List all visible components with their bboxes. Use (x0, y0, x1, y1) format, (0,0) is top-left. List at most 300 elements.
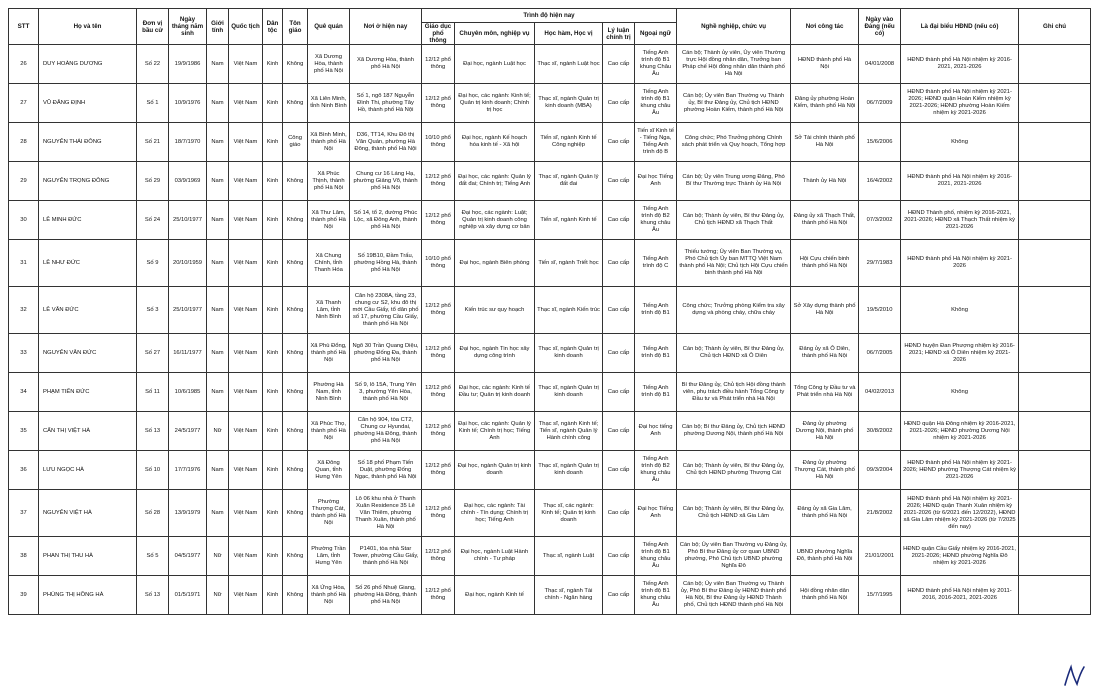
workplace-cell: Đảng ủy xã Thạch Thất, thành phố Hà Nội (791, 201, 859, 240)
specialty-cell: Đại học, ngành Luật Hành chính - Tư pháp (455, 537, 535, 576)
foreign-language-cell: Tiếng Anh trình độ B1 (635, 373, 677, 412)
hometown-cell: Xã Đông Quan, tỉnh Hưng Yên (308, 451, 350, 490)
ethnicity-cell: Kinh (263, 84, 283, 123)
workplace-cell: Đảng ủy xã Gia Lâm, thành phố Hà Nội (791, 490, 859, 537)
note-cell (1019, 287, 1091, 334)
nationality-cell: Việt Nam (229, 162, 263, 201)
general-education-cell: 12/12 phổ thông (422, 537, 455, 576)
dob-cell: 18/7/1970 (169, 123, 207, 162)
sex-cell: Nam (207, 490, 229, 537)
political-theory-cell: Cao cấp (603, 490, 635, 537)
unit-cell: Số 11 (137, 373, 169, 412)
delegate-cell: HĐND thành phố Hà Nội nhiệm kỳ 2021-2026; HĐND quận Thanh Xuân nhiệm kỳ 2021-2026 (từ 6/2021 đến 12/2022), HĐND xã Gia Lâm nhiệm kỳ 2021-2026 (từ 7/2025 đến nay) (901, 490, 1019, 537)
occupation-cell: Cán bộ; Ủy viên Ban Thường vụ Thành ủy, Phó Bí thư Đảng ủy HĐND thành phố Hà Nội, Bí thư Đảng ủy HĐND Thành phố, Chủ tịch HĐND thành phố Hà Nội (677, 576, 791, 615)
party-date-cell: 06/7/2009 (859, 84, 901, 123)
header-party-date: Ngày vào Đảng (nếu có) (859, 9, 901, 45)
degree-cell: Thạc sĩ, ngành Tài chính - Ngân hàng (535, 576, 603, 615)
ethnicity-cell: Kinh (263, 373, 283, 412)
specialty-cell: Đại học, ngành Tin học xây dựng công trình (455, 334, 535, 373)
party-date-cell: 09/3/2004 (859, 451, 901, 490)
party-date-cell: 16/4/2002 (859, 162, 901, 201)
name-cell: NGUYỄN TRỌNG ĐÔNG (39, 162, 137, 201)
residence-cell: Số 9, lô 15A, Trung Yên 3, phường Yên Hòa, thành phố Hà Nội (350, 373, 422, 412)
header-hometown: Quê quán (308, 9, 350, 45)
hometown-cell: Xã Bình Minh, thành phố Hà Nội (308, 123, 350, 162)
general-education-cell: 12/12 phổ thông (422, 201, 455, 240)
nationality-cell: Việt Nam (229, 240, 263, 287)
degree-cell: Thạc sĩ, các ngành: Kinh tế; Quản trị kinh doanh (535, 490, 603, 537)
general-education-cell: 12/12 phổ thông (422, 412, 455, 451)
sex-cell: Nam (207, 240, 229, 287)
general-education-cell: 12/12 phổ thông (422, 84, 455, 123)
residence-cell: Xã Dương Hòa, thành phố Hà Nội (350, 45, 422, 84)
nationality-cell: Việt Nam (229, 123, 263, 162)
note-cell (1019, 123, 1091, 162)
foreign-language-cell: Tiến sĩ Kinh tế - Tiếng Nga, Tiếng Anh trình độ B (635, 123, 677, 162)
degree-cell: Thạc sĩ, ngành Quản trị kinh doanh (535, 451, 603, 490)
ethnicity-cell: Kinh (263, 576, 283, 615)
workplace-cell: Hội Cựu chiến binh thành phố Hà Nội (791, 240, 859, 287)
degree-cell: Thạc sĩ, ngành Kinh tế; Tiến sĩ, ngành Quản lý Hành chính công (535, 412, 603, 451)
political-theory-cell: Cao cấp (603, 240, 635, 287)
religion-cell: Không (283, 412, 308, 451)
religion-cell: Không (283, 84, 308, 123)
table-row (9, 412, 1091, 451)
stt-cell: 30 (9, 201, 39, 240)
party-date-cell: 15/7/1995 (859, 576, 901, 615)
hometown-cell: Xã Phù Đổng, thành phố Hà Nội (308, 334, 350, 373)
unit-cell: Số 27 (137, 334, 169, 373)
header-name: Họ và tên (39, 9, 137, 45)
party-date-cell: 21/8/2002 (859, 490, 901, 537)
dob-cell: 24/5/1977 (169, 412, 207, 451)
name-cell: LÊ MINH ĐỨC (39, 201, 137, 240)
general-education-cell: 12/12 phổ thông (422, 576, 455, 615)
degree-cell: Thạc sĩ, ngành Quản trị kinh doanh (MBA) (535, 84, 603, 123)
ethnicity-cell: Kinh (263, 490, 283, 537)
nationality-cell: Việt Nam (229, 201, 263, 240)
delegate-cell: HĐND thành phố Hà Nội nhiệm kỳ 2016-2021, 2021-2026 (901, 45, 1019, 84)
foreign-language-cell: Tiếng Anh trình độ B1 khung châu Âu (635, 576, 677, 615)
delegate-cell: HĐND thành phố Hà Nội nhiệm kỳ 2021-2026; HĐND phường Thượng Cát nhiệm kỳ 2021-2026 (901, 451, 1019, 490)
ethnicity-cell: Kinh (263, 287, 283, 334)
ethnicity-cell: Kinh (263, 240, 283, 287)
political-theory-cell: Cao cấp (603, 537, 635, 576)
general-education-cell: 12/12 phổ thông (422, 373, 455, 412)
table-row (9, 123, 1091, 162)
sex-cell: Nữ (207, 412, 229, 451)
stt-cell: 36 (9, 451, 39, 490)
occupation-cell: Cán bộ; Thành ủy viên, Bí thư Đảng ủy, Chủ tịch HĐND phường Thượng Cát (677, 451, 791, 490)
workplace-cell: Đảng ủy xã Ô Diên, thành phố Hà Nội (791, 334, 859, 373)
foreign-language-cell: Đại học Tiếng Anh (635, 490, 677, 537)
sex-cell: Nam (207, 334, 229, 373)
political-theory-cell: Cao cấp (603, 45, 635, 84)
religion-cell: Không (283, 287, 308, 334)
header-foreign-language: Ngoại ngữ (635, 23, 677, 45)
occupation-cell: Công chức; Trưởng phòng Kiểm tra xây dựng và phòng cháy, chữa cháy (677, 287, 791, 334)
nationality-cell: Việt Nam (229, 412, 263, 451)
degree-cell: Thạc sĩ, ngành Luật học (535, 45, 603, 84)
stt-cell: 28 (9, 123, 39, 162)
name-cell: LƯU NGỌC HÀ (39, 451, 137, 490)
dob-cell: 01/5/1971 (169, 576, 207, 615)
dob-cell: 19/9/1986 (169, 45, 207, 84)
dob-cell: 10/6/1985 (169, 373, 207, 412)
hometown-cell: Phường Hà Nam, tỉnh Ninh Bình (308, 373, 350, 412)
workplace-cell: Thành ủy Hà Nội (791, 162, 859, 201)
sex-cell: Nữ (207, 537, 229, 576)
name-cell: LÊ VĂN ĐỨC (39, 287, 137, 334)
residence-cell: Căn hộ 2308A, tầng 23, chung cư S2, khu đô thị mới Cầu Giấy, tổ dân phố số 17, phường Cầu Giấy, thành phố Hà Nội (350, 287, 422, 334)
party-date-cell: 30/8/2002 (859, 412, 901, 451)
header-sex: Giới tính (207, 9, 229, 45)
workplace-cell: UBND phường Nghĩa Đô, thành phố Hà Nội (791, 537, 859, 576)
stt-cell: 33 (9, 334, 39, 373)
workplace-cell: HĐND thành phố Hà Nội (791, 45, 859, 84)
political-theory-cell: Cao cấp (603, 373, 635, 412)
political-theory-cell: Cao cấp (603, 201, 635, 240)
ethnicity-cell: Kinh (263, 201, 283, 240)
header-delegate: Là đại biểu HĐND (nếu có) (901, 9, 1019, 45)
table-row (9, 451, 1091, 490)
delegate-cell: HĐND quận Hà Đông nhiệm kỳ 2016-2021, 2021-2026; HĐND phường Dương Nội nhiệm kỳ 2021-2026 (901, 412, 1019, 451)
header-dob: Ngày tháng năm sinh (169, 9, 207, 45)
note-cell (1019, 334, 1091, 373)
note-cell (1019, 84, 1091, 123)
dob-cell: 20/10/1959 (169, 240, 207, 287)
unit-cell: Số 22 (137, 45, 169, 84)
religion-cell: Không (283, 334, 308, 373)
table-row (9, 84, 1091, 123)
sex-cell: Nam (207, 287, 229, 334)
party-date-cell: 04/02/2013 (859, 373, 901, 412)
header-nationality: Quốc tịch (229, 9, 263, 45)
workplace-cell: Tổng Công ty Đầu tư và Phát triển nhà Hà Nội (791, 373, 859, 412)
foreign-language-cell: Tiếng Anh trình độ B1 (635, 287, 677, 334)
unit-cell: Số 9 (137, 240, 169, 287)
name-cell: VŨ ĐĂNG ĐỊNH (39, 84, 137, 123)
degree-cell: Thạc sĩ, ngành Kiến trúc (535, 287, 603, 334)
name-cell: NGUYỄN VIỆT HÀ (39, 490, 137, 537)
table-row (9, 45, 1091, 84)
unit-cell: Số 1 (137, 84, 169, 123)
nationality-cell: Việt Nam (229, 451, 263, 490)
party-date-cell: 21/01/2001 (859, 537, 901, 576)
workplace-cell: Đảng ủy phường Thượng Cát, thành phố Hà Nội (791, 451, 859, 490)
delegate-cell: Không (901, 123, 1019, 162)
specialty-cell: Đại học, ngành Luật học (455, 45, 535, 84)
unit-cell: Số 13 (137, 412, 169, 451)
candidate-list-sheet (8, 8, 1090, 615)
residence-cell: Căn hộ 904, tòa CT2, Chung cư Hyundai, phường Hà Đông, thành phố Hà Nội (350, 412, 422, 451)
name-cell: NGUYỄN VĂN ĐỨC (39, 334, 137, 373)
unit-cell: Số 13 (137, 576, 169, 615)
delegate-cell: HĐND quận Cầu Giấy nhiệm kỳ 2016-2021, 2021-2026; HĐND phường Nghĩa Đô nhiệm kỳ 2021-2026 (901, 537, 1019, 576)
degree-cell: Thạc sĩ, ngành Quản trị kinh doanh (535, 334, 603, 373)
note-cell (1019, 537, 1091, 576)
party-date-cell: 19/5/2010 (859, 287, 901, 334)
residence-cell: Số 26 phố Nhuệ Giang, phường Hà Đông, thành phố Hà Nội (350, 576, 422, 615)
political-theory-cell: Cao cấp (603, 84, 635, 123)
foreign-language-cell: Tiếng Anh trình độ B2 khung châu Âu (635, 201, 677, 240)
stt-cell: 35 (9, 412, 39, 451)
header-note: Ghi chú (1019, 9, 1091, 45)
residence-cell: P1401, tòa nhà Star Tower, phường Cầu Giấy, thành phố Hà Nội (350, 537, 422, 576)
degree-cell: Tiến sĩ, ngành Kinh tế (535, 201, 603, 240)
occupation-cell: Bí thư Đảng ủy, Chủ tịch Hội đồng thành viên, phụ trách điều hành Tổng Công ty Đầu tư và Phát triển nhà Hà Nội (677, 373, 791, 412)
sex-cell: Nam (207, 451, 229, 490)
residence-cell: Lô 06 khu nhà ở Thanh Xuân Residence 35 Lê Văn Thiêm, phường Thanh Xuân, thành phố Hà Nội (350, 490, 422, 537)
header-education-level: Trình độ hiện nay (422, 9, 677, 23)
degree-cell: Tiến sĩ, ngành Triết học (535, 240, 603, 287)
dob-cell: 16/11/1977 (169, 334, 207, 373)
dob-cell: 25/10/1977 (169, 201, 207, 240)
table-row (9, 334, 1091, 373)
degree-cell: Thạc sĩ, ngành Quản trị kinh doanh (535, 373, 603, 412)
dob-cell: 25/10/1977 (169, 287, 207, 334)
note-cell (1019, 451, 1091, 490)
sex-cell: Nam (207, 201, 229, 240)
general-education-cell: 12/12 phổ thông (422, 287, 455, 334)
political-theory-cell: Cao cấp (603, 287, 635, 334)
foreign-language-cell: Tiếng Anh trình độ B1 khung Châu Âu (635, 45, 677, 84)
specialty-cell: Đại học, các ngành: Kinh tế Đầu tư; Quản trị kinh doanh (455, 373, 535, 412)
general-education-cell: 12/12 phổ thông (422, 451, 455, 490)
delegate-cell: Không (901, 287, 1019, 334)
dob-cell: 17/7/1976 (169, 451, 207, 490)
hometown-cell: Phường Thượng Cát, thành phố Hà Nội (308, 490, 350, 537)
religion-cell: Không (283, 537, 308, 576)
foreign-language-cell: Tiếng Anh trình độ B1 (635, 334, 677, 373)
handwritten-initial (1062, 664, 1088, 688)
workplace-cell: Đảng ủy phường Hoàn Kiếm, thành phố Hà Nội (791, 84, 859, 123)
header-stt: STT (9, 9, 39, 45)
occupation-cell: Cán bộ; Thành ủy viên, Bí thư Đảng ủy, Chủ tịch HĐND xã Gia Lâm (677, 490, 791, 537)
note-cell (1019, 490, 1091, 537)
general-education-cell: 12/12 phổ thông (422, 45, 455, 84)
name-cell: PHAN THỊ THU HÀ (39, 537, 137, 576)
political-theory-cell: Cao cấp (603, 576, 635, 615)
specialty-cell: Đại học, ngành Kế hoạch hóa kinh tế - Xã hội (455, 123, 535, 162)
general-education-cell: 12/12 phổ thông (422, 334, 455, 373)
sex-cell: Nam (207, 84, 229, 123)
party-date-cell: 07/3/2002 (859, 201, 901, 240)
sex-cell: Nam (207, 373, 229, 412)
unit-cell: Số 10 (137, 451, 169, 490)
dob-cell: 04/5/1977 (169, 537, 207, 576)
delegate-cell: HĐND thành phố Hà Nội nhiệm kỳ 2021-2026 (901, 240, 1019, 287)
specialty-cell: Đại học, các ngành: Luật; Quản trị kinh doanh công nghiệp và xây dựng cơ bản (455, 201, 535, 240)
residence-cell: Số 1, ngõ 187 Nguyễn Đình Thi, phường Tây Hồ, thành phố Hà Nội (350, 84, 422, 123)
delegate-cell: HĐND thành phố Hà Nội nhiệm kỳ 2016-2021, 2021-2026 (901, 162, 1019, 201)
nationality-cell: Việt Nam (229, 334, 263, 373)
political-theory-cell: Cao cấp (603, 123, 635, 162)
general-education-cell: 10/10 phổ thông (422, 240, 455, 287)
header-general-education: Giáo dục phổ thông (422, 23, 455, 45)
table-row (9, 537, 1091, 576)
political-theory-cell: Cao cấp (603, 162, 635, 201)
header-political-theory: Lý luận chính trị (603, 23, 635, 45)
party-date-cell: 06/7/2005 (859, 334, 901, 373)
foreign-language-cell: Đại học tiếng Anh (635, 412, 677, 451)
nationality-cell: Việt Nam (229, 537, 263, 576)
specialty-cell: Kiến trúc sư quy hoạch (455, 287, 535, 334)
political-theory-cell: Cao cấp (603, 451, 635, 490)
workplace-cell: Hội đồng nhân dân thành phố Hà Nội (791, 576, 859, 615)
ethnicity-cell: Kinh (263, 451, 283, 490)
religion-cell: Không (283, 490, 308, 537)
note-cell (1019, 240, 1091, 287)
name-cell: DUY HOÀNG DƯƠNG (39, 45, 137, 84)
degree-cell: Tiến sĩ, ngành Kinh tế Công nghiệp (535, 123, 603, 162)
ethnicity-cell: Kinh (263, 123, 283, 162)
table-row (9, 162, 1091, 201)
degree-cell: Thạc sĩ, ngành Quản lý đất đai (535, 162, 603, 201)
hometown-cell: Xã Phúc Thịnh, thành phố Hà Nội (308, 162, 350, 201)
religion-cell: Công giáo (283, 123, 308, 162)
specialty-cell: Đại học, các ngành: Tài chính - Tín dụng; Chính trị học; Tiếng Anh (455, 490, 535, 537)
dob-cell: 13/9/1979 (169, 490, 207, 537)
table-row (9, 490, 1091, 537)
specialty-cell: Đại học, ngành Quản trị kinh doanh (455, 451, 535, 490)
general-education-cell: 12/12 phổ thông (422, 162, 455, 201)
note-cell (1019, 576, 1091, 615)
hometown-cell: Phường Trần Lãm, tỉnh Hưng Yên (308, 537, 350, 576)
candidate-table (8, 8, 1091, 615)
degree-cell: Thạc sĩ, ngành Luật (535, 537, 603, 576)
unit-cell: Số 5 (137, 537, 169, 576)
ethnicity-cell: Kinh (263, 45, 283, 84)
nationality-cell: Việt Nam (229, 45, 263, 84)
residence-cell: Số 19B10, Đầm Trấu, phường Hồng Hà, thành phố Hà Nội (350, 240, 422, 287)
residence-cell: Chung cư 16 Láng Hạ, phường Giảng Võ, thành phố Hà Nội (350, 162, 422, 201)
specialty-cell: Đại học, các ngành: Quản lý Kinh tế; Chính trị học; Tiếng Anh (455, 412, 535, 451)
foreign-language-cell: Tiếng Anh trình độ B1 khung châu Âu (635, 84, 677, 123)
table-row (9, 373, 1091, 412)
unit-cell: Số 3 (137, 287, 169, 334)
residence-cell: Ngõ 30 Trần Quang Diệu, phường Đống Đa, thành phố Hà Nội (350, 334, 422, 373)
political-theory-cell: Cao cấp (603, 412, 635, 451)
religion-cell: Không (283, 201, 308, 240)
unit-cell: Số 28 (137, 490, 169, 537)
stt-cell: 26 (9, 45, 39, 84)
occupation-cell: Cán bộ; Ủy viên Ban Thường vụ Đảng ủy, Phó Bí thư Đảng ủy cơ quan UBND phường, Phó Chủ tịch UBND phường Nghĩa Đô (677, 537, 791, 576)
hometown-cell: Xã Thư Lâm, thành phố Hà Nội (308, 201, 350, 240)
specialty-cell: Đại học, ngành Biên phòng (455, 240, 535, 287)
stt-cell: 39 (9, 576, 39, 615)
stt-cell: 37 (9, 490, 39, 537)
table-row (9, 287, 1091, 334)
header-unit: Đơn vị bầu cử (137, 9, 169, 45)
delegate-cell: Không (901, 373, 1019, 412)
hometown-cell: Xã Liên Minh, tỉnh Ninh Bình (308, 84, 350, 123)
nationality-cell: Việt Nam (229, 84, 263, 123)
foreign-language-cell: Đại học Tiếng Anh (635, 162, 677, 201)
nationality-cell: Việt Nam (229, 287, 263, 334)
sex-cell: Nam (207, 162, 229, 201)
party-date-cell: 15/6/2006 (859, 123, 901, 162)
stt-cell: 32 (9, 287, 39, 334)
general-education-cell: 10/10 phổ thông (422, 123, 455, 162)
table-row (9, 240, 1091, 287)
occupation-cell: Công chức; Phó Trưởng phòng Chính sách phát triển và Quy hoạch, Tổng hợp (677, 123, 791, 162)
sex-cell: Nữ (207, 576, 229, 615)
stt-cell: 34 (9, 373, 39, 412)
delegate-cell: HĐND thành phố Hà Nội nhiệm kỳ 2011-2016, 2016-2021, 2021-2026 (901, 576, 1019, 615)
occupation-cell: Cán bộ; Thành ủy viên, Bí thư Đảng ủy, Chủ tịch HĐND xã Thạch Thất (677, 201, 791, 240)
foreign-language-cell: Tiếng Anh trình độ C (635, 240, 677, 287)
name-cell: PHẠM TIẾN ĐỨC (39, 373, 137, 412)
table-row (9, 201, 1091, 240)
note-cell (1019, 373, 1091, 412)
unit-cell: Số 21 (137, 123, 169, 162)
foreign-language-cell: Tiếng Anh trình độ B2 khung châu Âu (635, 451, 677, 490)
header-occupation: Nghề nghiệp, chức vụ (677, 9, 791, 45)
note-cell (1019, 412, 1091, 451)
residence-cell: Số 18 phố Phạm Tiến Duật, phường Đống Ngạc, thành phố Hà Nội (350, 451, 422, 490)
nationality-cell: Việt Nam (229, 373, 263, 412)
specialty-cell: Đại học, ngành Kinh tế (455, 576, 535, 615)
name-cell: PHÙNG THỊ HỒNG HÀ (39, 576, 137, 615)
specialty-cell: Đại học, các ngành: Quản lý đất đai; Chính trị; Tiếng Anh (455, 162, 535, 201)
name-cell: NGUYỄN THÁI ĐÔNG (39, 123, 137, 162)
hometown-cell: Xã Phúc Thọ, thành phố Hà Nội (308, 412, 350, 451)
hometown-cell: Xã Thanh Lâm, tỉnh Ninh Bình (308, 287, 350, 334)
nationality-cell: Việt Nam (229, 576, 263, 615)
workplace-cell: Sở Tài chính thành phố Hà Nội (791, 123, 859, 162)
stt-cell: 27 (9, 84, 39, 123)
residence-cell: Số 14, tổ 2, đường Phúc Lộc, xã Đông Anh, thành phố Hà Nội (350, 201, 422, 240)
hometown-cell: Xã Ứng Hòa, thành phố Hà Nội (308, 576, 350, 615)
occupation-cell: Thiếu tướng; Ủy viên Ban Thường vụ, Phó Chủ tịch Ủy ban MTTQ Việt Nam thành phố Hà Nội; Chủ tịch Hội Cựu chiến binh thành phố Hà Nội (677, 240, 791, 287)
hometown-cell: Xã Chung Chính, tỉnh Thanh Hóa (308, 240, 350, 287)
occupation-cell: Cán bộ; Thành ủy viên, Bí thư Đảng ủy, Chủ tịch HĐND xã Ô Diên (677, 334, 791, 373)
specialty-cell: Đại học, các ngành: Kinh tế; Quản trị kinh doanh; Chính trị học (455, 84, 535, 123)
header-residence: Nơi ở hiện nay (350, 9, 422, 45)
delegate-cell: HĐND Thành phố, nhiệm kỳ 2016-2021, 2021-2026; HĐND xã Thạch Thất nhiệm kỳ 2021-2026 (901, 201, 1019, 240)
hometown-cell: Xã Dương Hòa, thành phố Hà Nội (308, 45, 350, 84)
stt-cell: 31 (9, 240, 39, 287)
party-date-cell: 04/01/2008 (859, 45, 901, 84)
workplace-cell: Đảng ủy phường Dương Nội, thành phố Hà Nội (791, 412, 859, 451)
religion-cell: Không (283, 162, 308, 201)
note-cell (1019, 45, 1091, 84)
dob-cell: 10/9/1976 (169, 84, 207, 123)
header-degree: Học hàm, Học vị (535, 23, 603, 45)
stt-cell: 29 (9, 162, 39, 201)
sex-cell: Nam (207, 45, 229, 84)
table-row (9, 576, 1091, 615)
sex-cell: Nam (207, 123, 229, 162)
religion-cell: Không (283, 451, 308, 490)
name-cell: CẤN THỊ VIỆT HÀ (39, 412, 137, 451)
party-date-cell: 29/7/1983 (859, 240, 901, 287)
political-theory-cell: Cao cấp (603, 334, 635, 373)
unit-cell: Số 24 (137, 201, 169, 240)
foreign-language-cell: Tiếng Anh trình độ B1 khung châu Âu (635, 537, 677, 576)
religion-cell: Không (283, 373, 308, 412)
note-cell (1019, 201, 1091, 240)
general-education-cell: 12/12 phổ thông (422, 490, 455, 537)
occupation-cell: Cán bộ; Thành ủy viên, Ủy viên Thường trực Hội đồng nhân dân, Trưởng ban Pháp chế Hội đồng nhân dân thành phố Hà Nội (677, 45, 791, 84)
residence-cell: D36, TT14, Khu Đô thị Văn Quán, phường Hà Đông, thành phố Hà Nội (350, 123, 422, 162)
note-cell (1019, 162, 1091, 201)
header-ethnicity: Dân tộc (263, 9, 283, 45)
religion-cell: Không (283, 45, 308, 84)
occupation-cell: Cán bộ; Ủy viên Ban Thường vụ Thành ủy, Bí thư Đảng ủy, Chủ tịch HĐND phường Hoàn Kiếm, thành phố Hà Nội (677, 84, 791, 123)
delegate-cell: HĐND huyện Đan Phượng nhiệm kỳ 2016-2021; HĐND xã Ô Diên nhiệm kỳ 2021-2026 (901, 334, 1019, 373)
